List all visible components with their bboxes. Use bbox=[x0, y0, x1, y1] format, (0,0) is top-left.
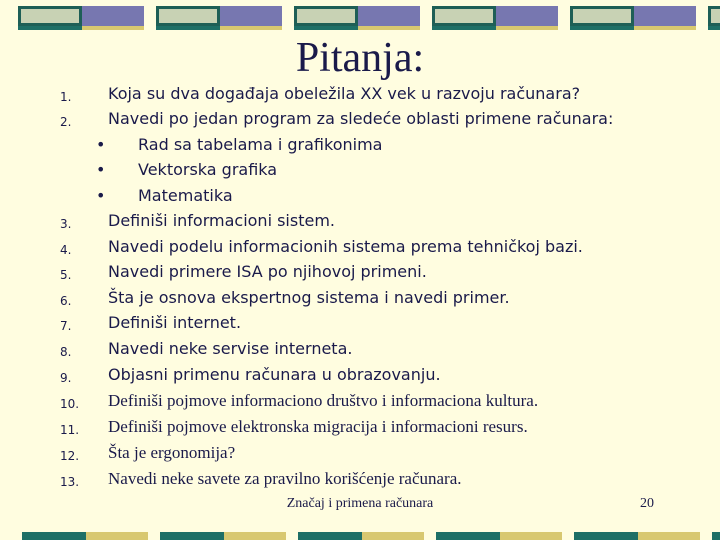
item-text: Koja su dva događaja obeležila XX vek u razvoju računara? bbox=[108, 84, 581, 103]
item-number: 8. bbox=[60, 345, 72, 359]
decorative-tile bbox=[160, 532, 290, 540]
item-number: 2. bbox=[60, 115, 72, 129]
item-number: 13. bbox=[60, 475, 80, 489]
list-item bbox=[0, 237, 720, 263]
item-text: Navedi po jedan program za sledeće oblasti primene računara: bbox=[108, 109, 614, 128]
list-item bbox=[0, 84, 720, 110]
item-text: Navedi neke servise interneta. bbox=[108, 339, 353, 358]
slide-title: Pitanja: bbox=[295, 35, 425, 81]
sub-list-item bbox=[0, 186, 720, 212]
item-text: Definiši internet. bbox=[108, 313, 242, 332]
item-text: Rad sa tabelama i grafikonima bbox=[138, 135, 383, 154]
item-text: Matematika bbox=[138, 186, 233, 205]
decorative-tile bbox=[298, 532, 428, 540]
item-text: Definiši pojmove elektronska migracija i informacioni resurs. bbox=[108, 417, 528, 436]
list-item bbox=[0, 469, 720, 495]
decorative-tile bbox=[156, 6, 286, 30]
sub-list-item bbox=[0, 160, 720, 186]
item-text: Vektorska grafika bbox=[138, 160, 278, 179]
item-number: 10. bbox=[60, 397, 80, 411]
item-text: Šta je ergonomija? bbox=[108, 443, 236, 462]
list-item bbox=[0, 211, 720, 237]
item-text: Definiši informacioni sistem. bbox=[108, 211, 335, 230]
decorative-tile bbox=[432, 6, 562, 30]
list-item bbox=[0, 417, 720, 443]
item-text: Definiši pojmove informaciono društvo i informaciona kultura. bbox=[108, 391, 539, 410]
decorative-tile bbox=[436, 532, 566, 540]
item-number: 6. bbox=[60, 294, 72, 308]
list-item bbox=[0, 339, 720, 365]
decorative-tile bbox=[294, 6, 424, 30]
footer-title: Značaj i primena računara bbox=[286, 496, 434, 511]
item-text: Navedi primere ISA po njihovoj primeni. bbox=[108, 262, 427, 281]
item-text: Šta je osnova ekspertnog sistema i navedi primer. bbox=[108, 288, 510, 307]
item-number: 7. bbox=[60, 319, 72, 333]
bottom-decorative-bar bbox=[0, 532, 720, 540]
list-item bbox=[0, 313, 720, 339]
bullet-icon: • bbox=[96, 186, 106, 205]
item-number: 9. bbox=[60, 371, 72, 385]
item-text: Objasni primenu računara u obrazovanju. bbox=[108, 365, 441, 384]
list-item bbox=[0, 262, 720, 288]
item-number: 3. bbox=[60, 217, 72, 231]
item-number: 1. bbox=[60, 90, 72, 104]
list-item bbox=[0, 288, 720, 314]
decorative-tile bbox=[570, 6, 700, 30]
decorative-tile bbox=[18, 6, 148, 30]
decorative-tile bbox=[22, 532, 152, 540]
decorative-tile bbox=[712, 532, 720, 540]
item-number: 4. bbox=[60, 243, 72, 257]
sub-list-item bbox=[0, 135, 720, 161]
item-number: 11. bbox=[60, 423, 80, 437]
decorative-tile bbox=[708, 6, 720, 30]
page-number: 20 bbox=[640, 496, 654, 511]
item-number: 5. bbox=[60, 268, 72, 282]
bullet-icon: • bbox=[96, 135, 106, 154]
list-item bbox=[0, 365, 720, 391]
decorative-tile bbox=[574, 532, 704, 540]
item-text: Navedi podelu informacionih sistema prema tehničkoj bazi. bbox=[108, 237, 583, 256]
list-item bbox=[0, 109, 720, 135]
top-decorative-bar bbox=[0, 6, 720, 34]
item-text: Navedi neke savete za pravilno korišćenje računara. bbox=[108, 469, 462, 488]
item-number: 12. bbox=[60, 449, 80, 463]
bullet-icon: • bbox=[96, 160, 106, 179]
list-item bbox=[0, 443, 720, 469]
list-item bbox=[0, 391, 720, 417]
